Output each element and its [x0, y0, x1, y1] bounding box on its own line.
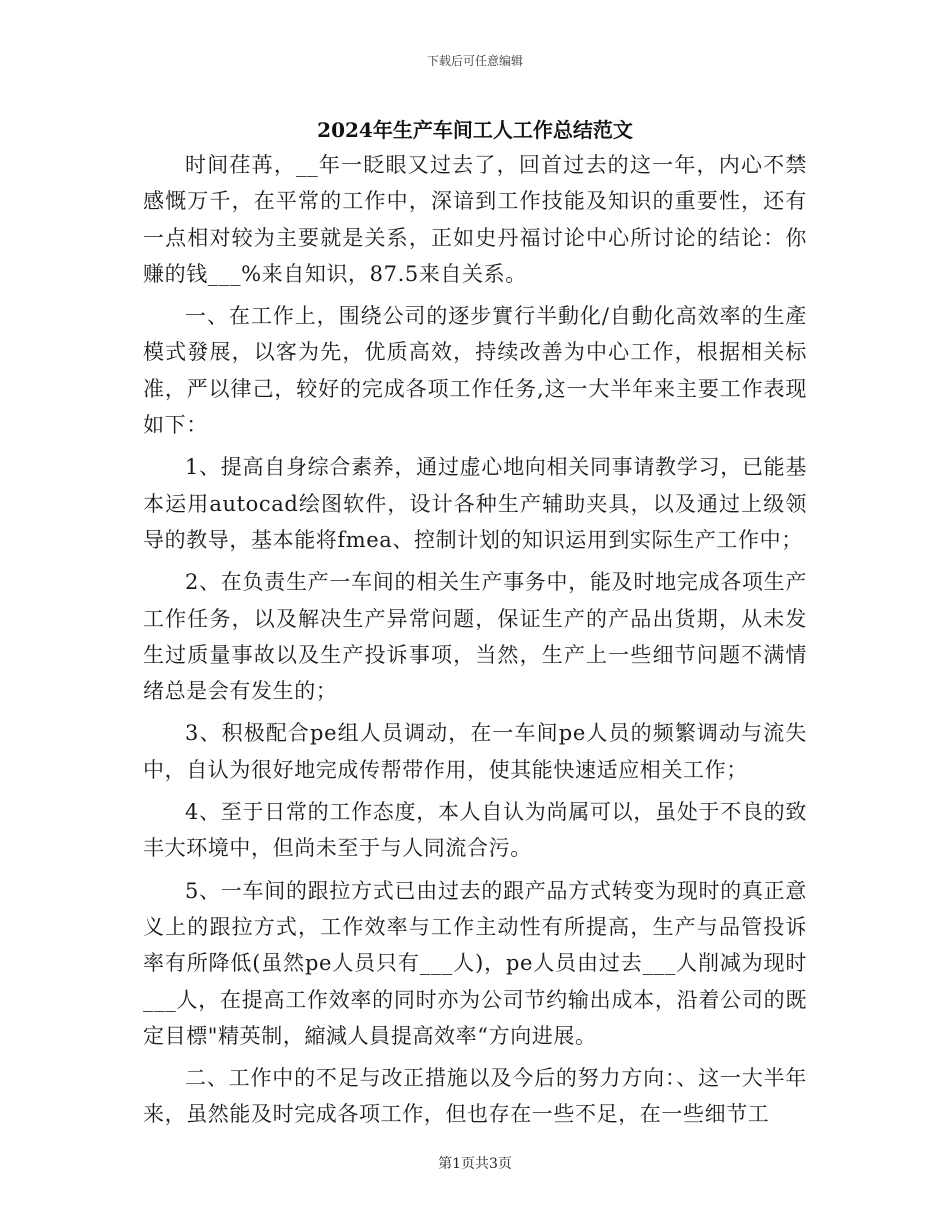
paragraph-section-one: 一、在工作上，围绕公司的逐步實行半動化/自動化高效率的生產模式發展，以客为先，优质高效，持续改善为中心工作，根据相关标准，严以律己，较好的完成各项工作任务,这一大半年来主要工作表现如下：: [143, 304, 807, 438]
paragraph-item-3: 3、积极配合pe组人员调动，在一车间pe人员的频繁调动与流失中，自认为很好地完成传帮带作用，使其能快速适应相关工作；: [143, 721, 807, 782]
page-number: 第1页共3页: [438, 1156, 512, 1172]
paragraph-item-2: 2、在负责生产一车间的相关生产事务中，能及时地完成各项生产工作任务，以及解决生产异常问题，保证生产的产品出货期，从未发生过质量事故以及生产投诉事项，当然，生产上一些细节问题不满情绪总是会有发生的；: [143, 570, 807, 704]
paragraph-item-1: 1、提高自身综合素养，通过虚心地向相关同事请教学习，已能基本运用autocad绘图软件，设计各种生产辅助夹具，以及通过上级领导的教导，基本能将fmea、控制计划的知识运用到实际生产工作中；: [143, 455, 807, 552]
document-body: [143, 147, 807, 1133]
paragraph-item-5: 5、一车间的跟拉方式已由过去的跟产品方式转变为现时的真正意义上的跟拉方式，工作效率与工作主动性有所提高，生产与品管投诉率有所降低(虽然pe人员只有___人)，pe人员由过去___人削减为现时___人，在提高工作效率的同时亦为公司节约输出成本，沿着公司的既定目標"精英制，縮減人員提高效率“方向进展。: [143, 878, 807, 1048]
paragraph-section-two: 二、工作中的不足与改正措施以及今后的努力方向：、这一大半年来，虽然能及时完成各项工作，但也存在一些不足，在一些细节工: [143, 1066, 807, 1127]
paragraph-intro: 时间荏苒，__年一眨眼又过去了，回首过去的这一年，内心不禁感慨万千，在平常的工作中，深谙到工作技能及知识的重要性，还有一点相对较为主要就是关系，正如史丹福讨论中心所讨论的结论：你赚的钱___%来自知识，87.5来自关系。: [143, 153, 807, 286]
paragraph-item-4: 4、至于日常的工作态度，本人自认为尚属可以，虽处于不良的致丰大环境中，但尚未至于与人同流合污。: [143, 800, 807, 861]
document-title: 2024年生产车间工人工作总结范文: [317, 118, 633, 142]
header-note: 下载后可任意编辑: [426, 54, 523, 68]
